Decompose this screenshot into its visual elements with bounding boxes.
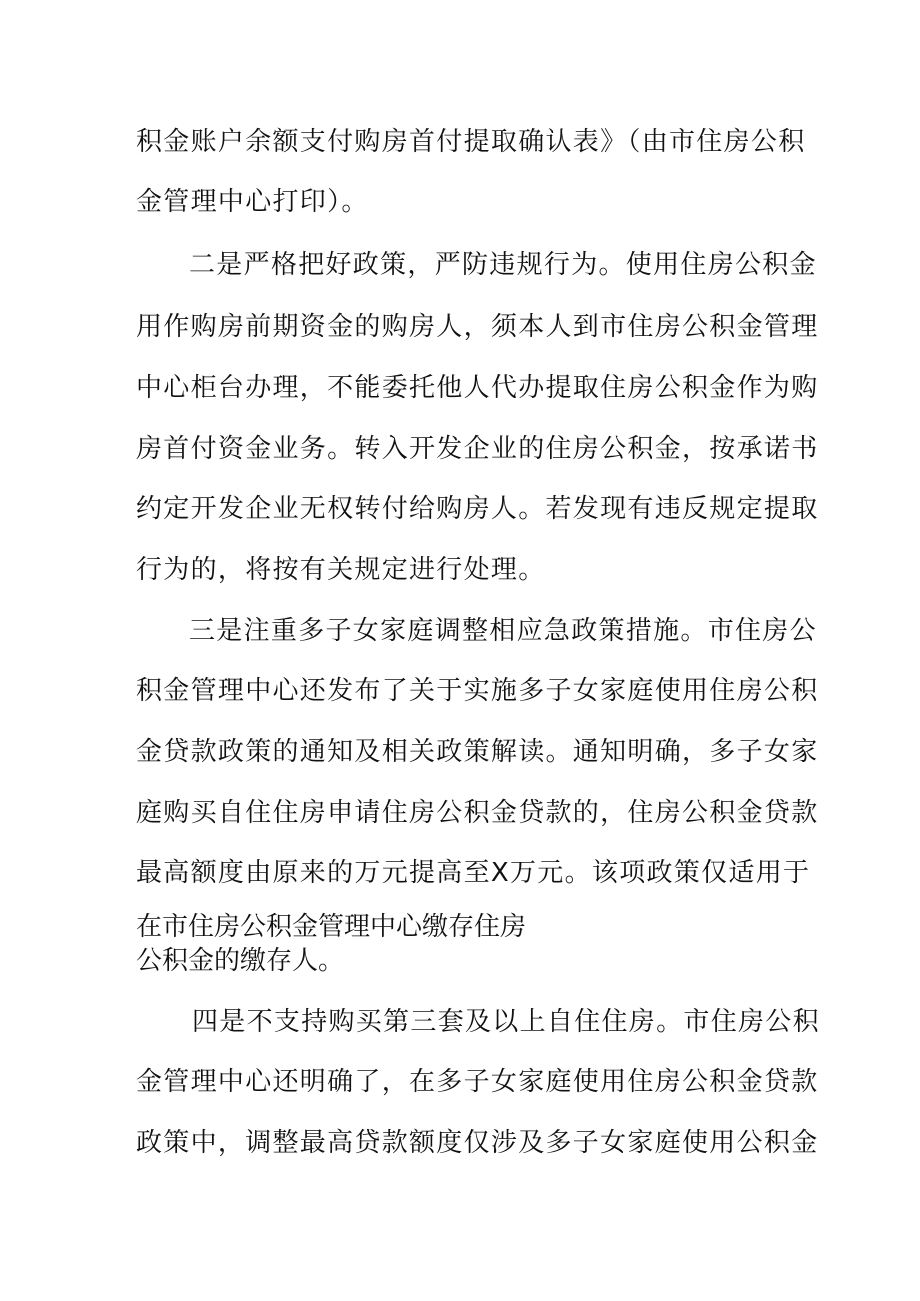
paragraph-first-line: 三是注重多子女家庭调整相应急政策措施。市住房公	[189, 616, 817, 646]
text-line: 公积金的缴存人。	[136, 946, 345, 976]
text-line: 庭购买自住住房申请住房公积金贷款的，住房公积金贷款	[136, 798, 819, 828]
text-line: 中心柜台办理，不能委托他人代办提取住房公积金作为购	[136, 373, 819, 403]
text-line: 最高额度由原来的万元提高至X万元。该项政策仅适用于	[136, 858, 811, 888]
text-line: 积金账户余额支付购房首付提取确认表》（由市住房公积	[136, 127, 806, 157]
text-line: 金管理中心还明确了，在多子女家庭使用住房公积金贷款	[136, 1067, 819, 1097]
text-line: 约定开发企业无权转付给购房人。若发现有违反规定提取	[136, 494, 819, 524]
text-line: 积金管理中心还发布了关于实施多子女家庭使用住房公积	[136, 676, 819, 706]
text-line: 政策中，调整最高贷款额度仅涉及多子女家庭使用公积金	[136, 1128, 819, 1158]
text-line: 金管理中心打印）。	[136, 187, 369, 217]
text-line: 房首付资金业务。转入开发企业的住房公积金，按承诺书	[136, 434, 819, 464]
text-line: 在市住房公积金管理中心缴存住房	[136, 912, 527, 942]
text-line: 行为的，将按有关规定进行处理。	[136, 555, 546, 585]
paragraph-first-line: 四是不支持购买第三套及以上自住住房。市住房公积	[192, 1007, 820, 1037]
text-line: 用作购房前期资金的购房人，须本人到市住房公积金管理	[136, 312, 819, 342]
text-line: 金贷款政策的通知及相关政策解读。通知明确，多子女家	[136, 737, 819, 767]
paragraph-first-line: 二是严格把好政策，严防违规行为。使用住房公积金	[189, 250, 817, 280]
